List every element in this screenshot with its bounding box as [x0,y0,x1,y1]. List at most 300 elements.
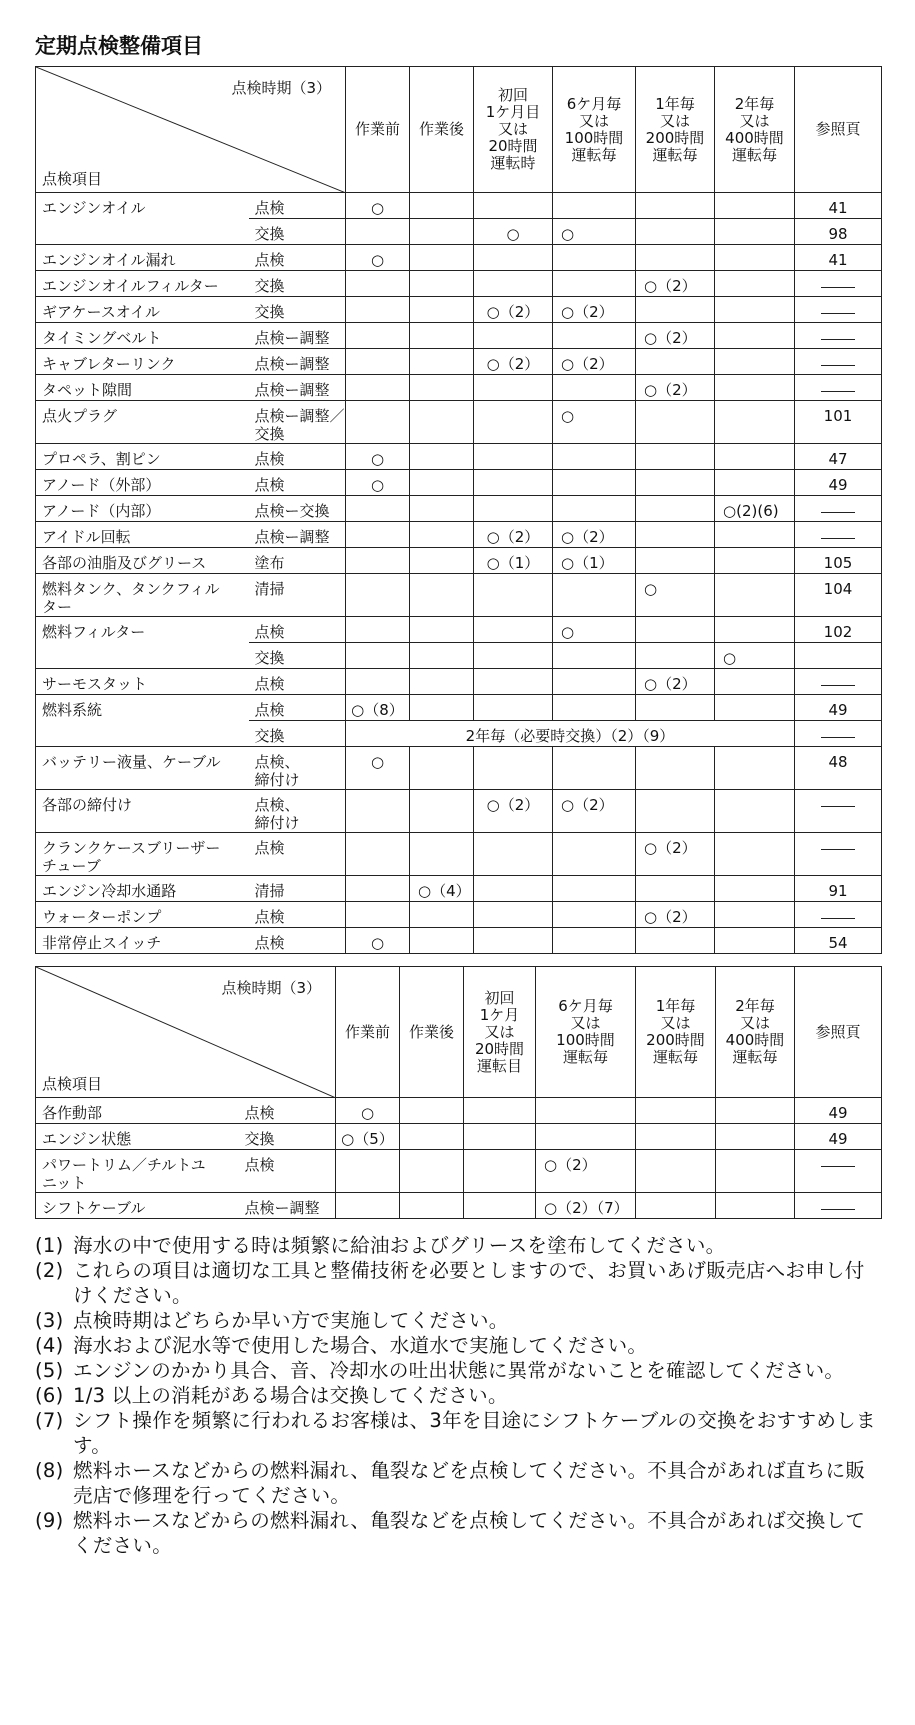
six-month-mark [553,496,636,522]
table-row [36,444,882,470]
first-interval-mark [474,747,553,790]
two-year-mark [715,245,795,271]
item-name-cell: シフトケーブル [36,1193,239,1219]
first-interval-mark: ○（2） [474,297,553,323]
header-first-interval: 初回 1ケ月 又は 20時間 運転目 [464,967,536,1098]
two-year-mark [715,297,795,323]
before-work-mark [346,876,410,902]
first-interval-mark [464,1150,536,1193]
item-name-cell: タペット隙間 [36,375,249,401]
action-cell: 塗布 [249,548,346,574]
item-name-cell [36,721,249,747]
item-name-cell: バッテリー液量、ケーブル [36,747,249,790]
before-work-mark: ○ [346,747,410,790]
footnote-number: (5) [35,1359,64,1382]
action-cell: 点検ー調整 [249,323,346,349]
after-work-mark [410,643,474,669]
header-6-month-interval: 6ケ月毎 又は 100時間 運転毎 [553,67,636,193]
table-header-row [36,967,882,1098]
item-name-cell [36,643,249,669]
first-interval-mark [474,643,553,669]
six-month-mark: ○ [553,401,636,444]
after-work-mark [410,695,474,721]
after-work-mark [400,1098,464,1124]
after-work-mark [400,1124,464,1150]
action-cell: 交換 [249,271,346,297]
reference-page-cell: 41 [795,245,882,271]
action-cell: 点検 [249,470,346,496]
two-year-mark [715,747,795,790]
six-month-mark: ○（2） [553,349,636,375]
action-cell: 点検 [239,1150,336,1193]
one-year-mark [636,496,715,522]
dash-mark [821,287,855,288]
first-interval-mark [474,470,553,496]
one-year-mark [636,1193,716,1219]
action-cell: 点検 [249,193,346,219]
six-month-mark [553,470,636,496]
item-name-cell [36,219,249,245]
before-work-mark [336,1150,400,1193]
reference-page-cell [795,669,882,695]
item-name-cell: 各作動部 [36,1098,239,1124]
table-row [36,323,882,349]
one-year-mark [636,928,715,954]
footnote-text: 燃料ホースなどからの燃料漏れ、亀裂などを点検してください。不具合があれば交換してください。 [73,1509,866,1557]
reference-page-cell [795,496,882,522]
after-work-mark [410,323,474,349]
dash-mark [821,365,855,366]
before-work-mark [346,643,410,669]
reference-page-cell: 49 [795,695,882,721]
six-month-mark [553,902,636,928]
reference-page-cell: 41 [795,193,882,219]
after-work-mark [410,193,474,219]
two-year-mark [716,1098,795,1124]
table-row [36,617,882,643]
item-name-cell: パワートリム／チルトユ ニット [36,1150,239,1193]
six-month-mark: ○（2） [553,522,636,548]
reference-page-cell: 104 [795,574,882,617]
two-year-mark [715,548,795,574]
first-interval-mark [474,323,553,349]
dash-mark [821,339,855,340]
before-work-mark [346,401,410,444]
table-row [36,193,882,219]
first-interval-mark [474,833,553,876]
first-interval-mark [474,271,553,297]
six-month-mark [553,876,636,902]
one-year-mark: ○ [636,574,715,617]
item-name-cell: サーモスタット [36,669,249,695]
footnote-number: (2) [35,1259,64,1282]
before-work-mark [346,790,410,833]
one-year-mark: ○（2） [636,271,715,297]
two-year-mark [715,349,795,375]
first-interval-mark: ○（2） [474,522,553,548]
action-cell: 清掃 [249,574,346,617]
two-year-mark [715,876,795,902]
first-interval-mark: ○ [474,219,553,245]
item-name-cell: 燃料系統 [36,695,249,721]
item-name-cell: 燃料タンク、タンクフィル ター [36,574,249,617]
two-year-mark [715,902,795,928]
before-work-mark: ○ [346,928,410,954]
first-interval-mark [474,695,553,721]
one-year-mark [636,297,715,323]
dash-mark [821,1209,855,1210]
reference-page-cell: 49 [795,1124,882,1150]
after-work-mark [410,271,474,297]
six-month-mark [553,669,636,695]
table-1-body [36,193,882,954]
page-title: 定期点検整備項目 [35,34,203,58]
one-year-mark [636,444,715,470]
before-work-mark [346,271,410,297]
item-name-cell: 各部の油脂及びグリース [36,548,249,574]
footnote-item [35,1458,881,1508]
table-2-body [36,1098,882,1219]
header-item-caption: 点検項目 [42,1075,103,1093]
six-month-mark: ○（2） [553,297,636,323]
table-row [36,721,882,747]
two-year-mark [715,271,795,297]
action-cell: 点検、 締付け [249,747,346,790]
item-name-cell: エンジンオイル [36,193,249,219]
reference-page-cell [795,833,882,876]
one-year-mark [636,1098,716,1124]
dash-mark [821,1166,855,1167]
two-year-mark [716,1124,795,1150]
header-corner-cell [36,67,346,193]
table-row [36,401,882,444]
table-row [36,1150,882,1193]
six-month-mark: ○（2）（7） [536,1193,636,1219]
first-interval-mark [474,574,553,617]
header-corner-cell [36,967,336,1098]
action-cell: 交換 [239,1124,336,1150]
item-name-cell: クランクケースブリーザー チューブ [36,833,249,876]
table-row [36,643,882,669]
first-interval-mark: ○（2） [474,349,553,375]
two-year-mark [715,833,795,876]
action-cell: 点検ー交換 [249,496,346,522]
first-interval-mark [474,876,553,902]
two-year-mark [715,574,795,617]
table-row [36,271,882,297]
item-name-cell: アノード（内部） [36,496,249,522]
header-2-year-interval: 2年毎 又は 400時間 運転毎 [715,67,795,193]
six-month-mark: ○ [553,219,636,245]
six-month-mark [553,193,636,219]
first-interval-mark [464,1124,536,1150]
table-row [36,574,882,617]
six-month-mark [553,695,636,721]
one-year-mark [636,548,715,574]
before-work-mark [336,1193,400,1219]
footnote-number: (1) [35,1234,64,1257]
table-row [36,375,882,401]
maintenance-table-2 [35,966,882,1219]
before-work-mark: ○ [346,444,410,470]
header-after-work: 作業後 [410,67,474,193]
header-reference-page: 参照頁 [795,967,882,1098]
dash-mark [821,685,855,686]
interval-span-cell: 2年毎（必要時交換）（2）（9） [346,721,795,747]
header-period-caption: 点検時期（3） [221,979,321,997]
before-work-mark [346,669,410,695]
before-work-mark: ○ [346,245,410,271]
six-month-mark [553,643,636,669]
one-year-mark [636,470,715,496]
reference-page-cell [795,297,882,323]
action-cell: 点検 [239,1098,336,1124]
one-year-mark [636,747,715,790]
one-year-mark [636,219,715,245]
table-row [36,496,882,522]
footnote-item [35,1358,881,1383]
header-2-year-interval: 2年毎 又は 400時間 運転毎 [716,967,795,1098]
before-work-mark: ○ [346,470,410,496]
before-work-mark [346,833,410,876]
header-6-month-interval: 6ケ月毎 又は 100時間 運転毎 [536,967,636,1098]
item-name-cell: アノード（外部） [36,470,249,496]
after-work-mark [410,833,474,876]
action-cell: 交換 [249,219,346,245]
footnote-item [35,1308,881,1333]
reference-page-cell [795,522,882,548]
before-work-mark: ○（5） [336,1124,400,1150]
table-row [36,1193,882,1219]
footnote-item [35,1258,881,1308]
one-year-mark: ○（2） [636,375,715,401]
six-month-mark: ○（1） [553,548,636,574]
after-work-mark [410,297,474,323]
reference-page-cell [795,349,882,375]
dash-mark [821,538,855,539]
header-reference-page: 参照頁 [795,67,882,193]
first-interval-mark [474,928,553,954]
after-work-mark [410,496,474,522]
reference-page-cell: 98 [795,219,882,245]
reference-page-cell: 47 [795,444,882,470]
first-interval-mark [474,617,553,643]
one-year-mark [636,643,715,669]
action-cell: 点検、 締付け [249,790,346,833]
reference-page-cell: 49 [795,470,882,496]
action-cell: 点検ー調整／ 交換 [249,401,346,444]
two-year-mark [715,193,795,219]
item-name-cell: ギアケースオイル [36,297,249,323]
table-row [36,1124,882,1150]
table-row [36,470,882,496]
table-header-row [36,67,882,193]
dash-mark [821,806,855,807]
header-period-caption: 点検時期（3） [231,79,331,97]
item-name-cell: 燃料フィルター [36,617,249,643]
reference-page-cell: 48 [795,747,882,790]
maintenance-table-1 [35,66,882,954]
first-interval-mark [474,444,553,470]
footnote-text: エンジンのかかり具合、音、冷却水の吐出状態に異常がないことを確認してください。 [73,1359,845,1382]
before-work-mark: ○（8） [346,695,410,721]
footnote-text: シフト操作を頻繁に行われるお客様は、3年を目途にシフトケーブルの交換をおすすめします。 [73,1409,876,1457]
two-year-mark [715,323,795,349]
table-row [36,695,882,721]
two-year-mark [715,401,795,444]
reference-page-cell [795,271,882,297]
header-before-work: 作業前 [346,67,410,193]
before-work-mark [346,496,410,522]
table-row [36,219,882,245]
two-year-mark [716,1193,795,1219]
before-work-mark [346,548,410,574]
action-cell: 点検 [249,928,346,954]
item-name-cell: プロペラ、割ピン [36,444,249,470]
table-row [36,297,882,323]
footnote-text: 点検時期はどちらか早い方で実施してください。 [73,1309,509,1332]
one-year-mark: ○（2） [636,902,715,928]
item-name-cell: キャブレターリンク [36,349,249,375]
action-cell: 点検 [249,444,346,470]
item-name-cell: ウォーターポンプ [36,902,249,928]
table-row [36,833,882,876]
action-cell: 交換 [249,643,346,669]
six-month-mark: ○ [553,617,636,643]
item-name-cell: エンジンオイルフィルター [36,271,249,297]
six-month-mark [553,833,636,876]
first-interval-mark [474,245,553,271]
before-work-mark [346,297,410,323]
six-month-mark [536,1124,636,1150]
item-name-cell: 各部の締付け [36,790,249,833]
six-month-mark: ○（2） [536,1150,636,1193]
one-year-mark [636,522,715,548]
action-cell: 交換 [249,297,346,323]
reference-page-cell: 102 [795,617,882,643]
six-month-mark [553,444,636,470]
table-row [36,1098,882,1124]
two-year-mark [715,790,795,833]
after-work-mark [410,747,474,790]
two-year-mark [715,617,795,643]
after-work-mark [410,349,474,375]
reference-page-cell: 49 [795,1098,882,1124]
after-work-mark [410,928,474,954]
after-work-mark [410,522,474,548]
after-work-mark [410,401,474,444]
one-year-mark [636,617,715,643]
one-year-mark [636,401,715,444]
before-work-mark [346,375,410,401]
item-name-cell: アイドル回転 [36,522,249,548]
six-month-mark: ○（2） [553,790,636,833]
dash-mark [821,313,855,314]
item-name-cell: タイミングベルト [36,323,249,349]
action-cell: 点検ー調整 [249,375,346,401]
footnotes [35,1233,881,1558]
footnote-item [35,1333,881,1358]
before-work-mark [346,522,410,548]
header-before-work: 作業前 [336,967,400,1098]
action-cell: 点検 [249,833,346,876]
table-row [36,245,882,271]
reference-page-cell [795,323,882,349]
header-1-year-interval: 1年毎 又は 200時間 運転毎 [636,67,715,193]
before-work-mark [346,219,410,245]
before-work-mark [346,902,410,928]
two-year-mark [715,522,795,548]
first-interval-mark [474,193,553,219]
reference-page-cell [795,1150,882,1193]
after-work-mark [410,574,474,617]
action-cell: 点検ー調整 [249,522,346,548]
dash-mark [821,512,855,513]
first-interval-mark [464,1193,536,1219]
after-work-mark [410,245,474,271]
one-year-mark [636,1150,716,1193]
two-year-mark [715,669,795,695]
before-work-mark [346,574,410,617]
action-cell: 点検 [249,695,346,721]
footnote-text: これらの項目は適切な工具と整備技術を必要としますので、お買いあげ販売店へお申し付けください。 [73,1259,865,1307]
after-work-mark: ○（4） [410,876,474,902]
action-cell: 点検 [249,617,346,643]
one-year-mark [636,193,715,219]
before-work-mark [346,323,410,349]
page [35,28,881,1558]
action-cell: 点検ー調整 [239,1193,336,1219]
two-year-mark [715,444,795,470]
item-name-cell: エンジンオイル漏れ [36,245,249,271]
action-cell: 交換 [249,721,346,747]
one-year-mark: ○（2） [636,669,715,695]
footnote-number: (9) [35,1509,64,1532]
table-row [36,902,882,928]
action-cell: 点検 [249,245,346,271]
two-year-mark: ○(2)(6) [715,496,795,522]
after-work-mark [400,1193,464,1219]
table-row [36,548,882,574]
dash-mark [821,391,855,392]
two-year-mark [716,1150,795,1193]
table-row [36,522,882,548]
before-work-mark: ○ [336,1098,400,1124]
dash-mark [821,849,855,850]
one-year-mark: ○（2） [636,323,715,349]
table-row [36,669,882,695]
footnote-item [35,1383,881,1408]
reference-page-cell: 101 [795,401,882,444]
table-row [36,349,882,375]
two-year-mark: ○ [715,643,795,669]
six-month-mark [553,271,636,297]
action-cell: 清掃 [249,876,346,902]
six-month-mark [553,375,636,401]
one-year-mark [636,245,715,271]
one-year-mark [636,695,715,721]
table-row [36,876,882,902]
first-interval-mark: ○（2） [474,790,553,833]
table-gap [35,954,881,966]
footnote-item [35,1408,881,1458]
footnote-text: 燃料ホースなどからの燃料漏れ、亀裂などを点検してください。不具合があれば直ちに販売店で修理を行ってください。 [73,1459,866,1507]
first-interval-mark [474,375,553,401]
header-after-work: 作業後 [400,967,464,1098]
two-year-mark [715,470,795,496]
action-cell: 点検 [249,902,346,928]
one-year-mark [636,876,715,902]
